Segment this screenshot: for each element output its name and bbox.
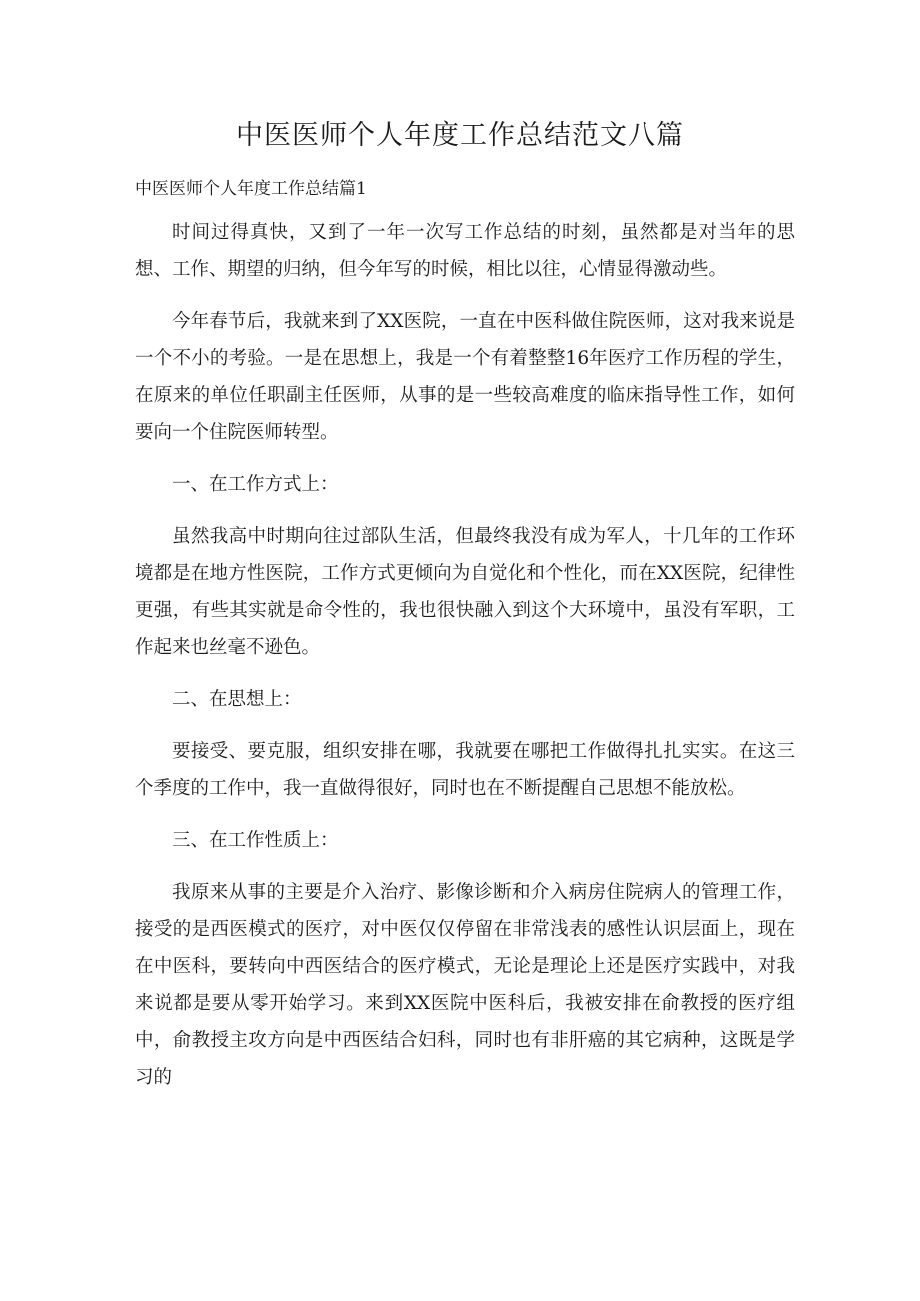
paragraph: 二、在思想上：: [172, 689, 302, 710]
paragraph: 我原来从事的主要是介入治疗、影像诊断和介入病房住院病人的管理工作，接受的是西医模式的医疗，对中医仅仅停留在非常浅表的感性认识层面上，现在在中医科，要转向中西医结合的医疗模式，无论是理论上还是医疗实践中，对我来说都是要从零开始学习。来到XX医院中医科后，我被安排在俞教授的医疗组中，俞教授主攻方向是中西医结合妇科，同时也有非肝癌的其它病种，这既是学习的: [135, 882, 795, 1088]
paragraph: 要接受、要克服，组织安排在哪，我就要在哪把工作做得扎扎实实。在这三个季度的工作中，我一直做得很好，同时也在不断提醒自己思想不能放松。: [135, 741, 795, 799]
paragraph: 虽然我高中时期向往过部队生活，但最终我没有成为军人，十几年的工作环境都是在地方性医院，工作方式更倾向为自觉化和个性化，而在XX医院，纪律性更强，有些其实就是命令性的，我也很快融入到这个大环境中，虽没有军职，工作起来也丝毫不逊色。: [135, 526, 795, 658]
paragraph: 时间过得真快，又到了一年一次写工作总结的时刻，虽然都是对当年的思想、工作、期望的归纳，但今年写的时候，相比以往，心情显得激动些。: [135, 222, 795, 280]
paragraph: 今年春节后，我就来到了XX医院，一直在中医科做住院医师，这对我来说是一个不小的考验。一是在思想上，我是一个有着整整16年医疗工作历程的学生，在原来的单位任职副主任医师，从事的是一些较高难度的临床指导性工作，如何要向一个住院医师转型。: [135, 311, 795, 443]
section-heading: 中医医师个人年度工作总结篇1: [135, 179, 367, 199]
paragraph: 三、在工作性质上：: [172, 830, 339, 851]
document-body: [135, 214, 795, 1111]
paragraph: 一、在工作方式上：: [172, 474, 339, 495]
document-title: 中医医师个人年度工作总结范文八篇: [236, 120, 684, 151]
